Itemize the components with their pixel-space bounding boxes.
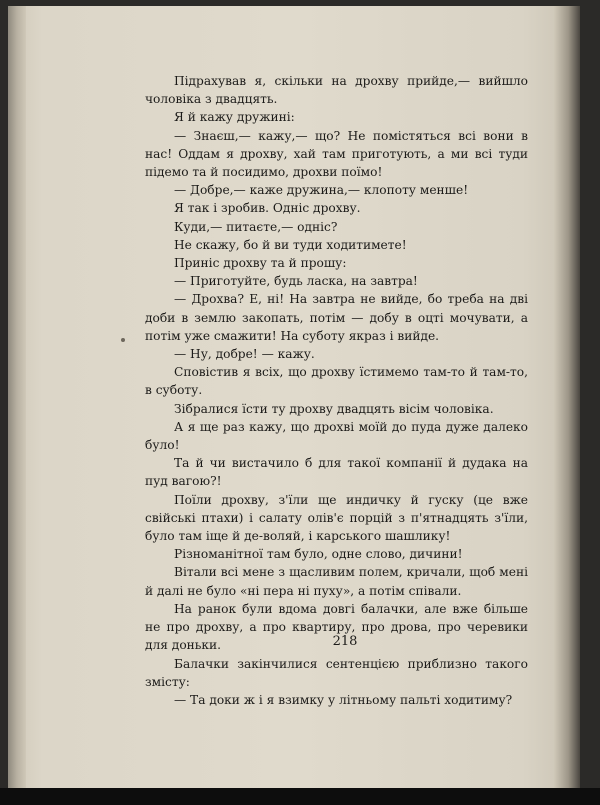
paragraph: — Знаєш,— кажу,— що? Не помістяться всі вони в нас! Оддам я дрохву, хай там приготують, а ми всі туди підемо та й посидимо, дрохви поїмо! [145,128,528,180]
paragraph: Вітали всі мене з щасливим полем, кричали, щоб мені й далі не було «ні пера ні пуху», а потім співали. [145,565,528,598]
paragraph: — Та доки ж і я взимку у літньому пальті ходитиму? [174,692,513,707]
scan-bottom-border [0,788,600,805]
paragraph: А я ще раз кажу, що дрохві моїй до пуда дуже далеко було! [145,419,528,453]
paragraph: Та й чи вистачило б для такої компанії й дудака на пуд вагою?! [145,456,528,489]
paragraph: Сповістив я всіх, що дрохву їстимемо там-то й там-то, в суботу. [145,365,528,398]
page-number: 218 [332,634,358,649]
paragraph: Куди,— питаєте,— одніс? [174,219,338,234]
paragraph: — Добре,— каже дружина,— клопоту менше! [174,183,469,198]
paragraph: — Ну, добре! — кажу. [174,347,315,362]
paragraph: Не скажу, бо й ви туди ходитимете! [174,237,407,252]
margin-speck [121,338,125,342]
paragraph: Різноманітної там було, одне слово, дичини! [174,547,463,562]
paragraph: Приніс дрохву та й прошу: [174,256,347,271]
paragraph: — Приготуйте, будь ласка, на завтра! [174,274,418,289]
right-page-edge [554,6,580,788]
body-text [145,72,528,709]
left-binding-shadow [8,6,26,788]
paragraph: Підрахував я, скільки на дрохву прийде,— вийшло чоловіка з двадцять. [145,74,528,107]
paragraph: Я й кажу дружині: [174,110,295,125]
paragraph: Зібралися їсти ту дрохву двадцять вісім чоловіка. [174,401,494,416]
paragraph: Я так і зробив. Одніс дрохву. [174,201,361,216]
paragraph: Поїли дрохву, з'їли ще индичку й гуску (це вже свійські птахи) і салату олів'є порцій з п'ятнадцять з'їли, було там іще й де-воляй, і карського шашлику! [145,492,528,544]
paragraph: — Дрохва? Е, ні! На завтра не вийде, бо треба на дві доби в землю закопать, потім — добу в оцті мочувати, а потім уже смажити! На суботу якраз і вийде. [145,292,528,343]
paragraph: Балачки закінчилися сентенцією приблизно такого змісту: [145,656,528,689]
paragraph: На ранок були вдома довгі балачки, але вже більше не про дрохву, а про квартиру, про дрова, про черевики для доньки. [145,601,528,653]
